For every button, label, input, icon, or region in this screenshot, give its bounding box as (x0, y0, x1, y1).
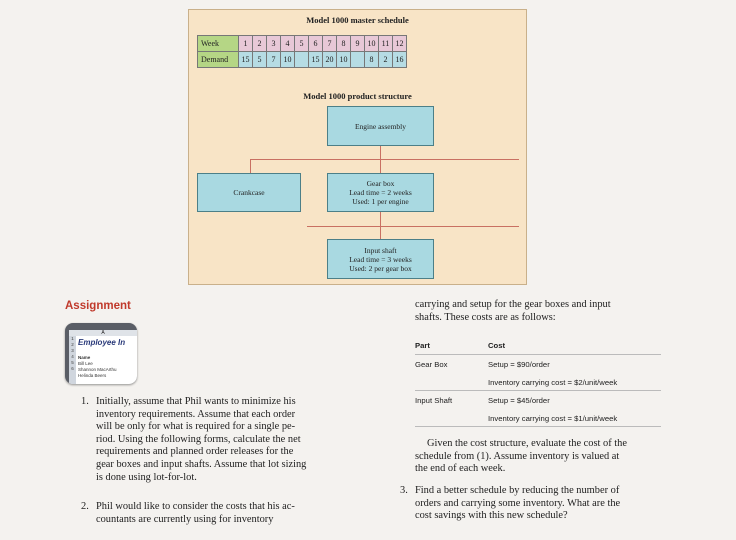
row-number: 3 (71, 348, 74, 353)
demand-label: Demand (198, 52, 239, 68)
gearbox-box (327, 173, 434, 212)
demand-cell (295, 52, 309, 68)
assignment-item-1 (81, 396, 353, 484)
demand-cell (351, 52, 365, 68)
connector-line (380, 146, 381, 159)
text-line: carrying and setup for the gear boxes and input (415, 299, 611, 310)
text-line: countants are currently using for inventory (96, 513, 274, 525)
week-cell: 2 (253, 36, 267, 52)
row-number: 4 (71, 354, 74, 359)
gearbox-carrying-cost: Inventory carrying cost = $2/unit/week (488, 378, 618, 387)
spreadsheet-row: Helinda Beers (78, 373, 107, 378)
engine-assembly-box (327, 106, 434, 146)
gearbox-name: Gear box (366, 179, 395, 188)
product-structure-title: Model 1000 product structure (303, 91, 412, 101)
input-shaft-carrying-cost: Inventory carrying cost = $1/unit/week (488, 414, 618, 423)
text-line: riod. Using the following forms, calculate the net (96, 433, 301, 445)
demand-cell: 8 (365, 52, 379, 68)
header-rule (415, 354, 661, 355)
demand-cell: 2 (379, 52, 393, 68)
text-line: inventory requirements. Assume that each order (96, 408, 296, 420)
column-header-part: Part (415, 341, 430, 350)
week-row (198, 36, 407, 52)
row-number: 6 (71, 366, 74, 371)
spreadsheet-icon (65, 323, 137, 384)
given-paragraph (415, 438, 672, 476)
connector-line (250, 159, 519, 160)
week-cell: 5 (295, 36, 309, 52)
crankcase-box (197, 173, 301, 212)
spreadsheet-row: Name (78, 355, 91, 360)
week-cell: 6 (309, 36, 323, 52)
demand-cell: 15 (309, 52, 323, 68)
item-number: 1. (81, 396, 89, 407)
demand-cell: 15 (239, 52, 253, 68)
week-cell: 3 (267, 36, 281, 52)
spreadsheet-title: Employee In (78, 338, 126, 347)
master-schedule-table (197, 35, 407, 68)
demand-cell: 10 (281, 52, 295, 68)
spreadsheet-row-numbers (69, 336, 76, 384)
demand-cell: 10 (337, 52, 351, 68)
demand-cell: 5 (253, 52, 267, 68)
input-shaft-setup-cost: Setup = $45/order (488, 396, 550, 405)
text-line: Phil would like to consider the costs that his ac- (96, 501, 295, 512)
input-shaft-name: Input shaft (364, 245, 397, 255)
week-cell: 11 (379, 36, 393, 52)
demand-cell: 7 (267, 52, 281, 68)
connector-line (250, 159, 251, 173)
demand-cell: 20 (323, 52, 337, 68)
week-cell: 1 (239, 36, 253, 52)
text-line: orders and carrying some inventory. What are the (415, 497, 621, 509)
figure-panel (188, 9, 527, 285)
spreadsheet-row: Shannon MacArthu (78, 367, 117, 372)
row-number: 1 (71, 336, 74, 341)
engine-assembly-label: Engine assembly (354, 121, 407, 131)
assignment-heading: Assignment (65, 300, 131, 312)
assignment-item-2 (81, 501, 353, 526)
master-schedule-title: Model 1000 master schedule (306, 15, 409, 25)
text-line: Given the cost structure, evaluate the cost of the (427, 438, 627, 449)
demand-row (198, 52, 407, 68)
connector-line (307, 226, 519, 227)
gearbox-lead-time: Lead time = 2 weeks (349, 188, 412, 197)
spreadsheet-column-header: A (69, 330, 137, 336)
text-line: gear boxes and input shafts. Assume that lot sizing (96, 458, 307, 470)
text-line: Find a better schedule by reducing the number of (415, 485, 620, 496)
row-number: 2 (71, 342, 74, 347)
part-input-shaft: Input Shaft (415, 396, 453, 405)
week-cell: 7 (323, 36, 337, 52)
connector-line (380, 159, 381, 173)
week-label: Week (198, 36, 239, 52)
input-shaft-usage: Used: 2 per gear box (349, 263, 412, 273)
crankcase-label: Crankcase (233, 188, 265, 197)
text-line: is done using lot-for-lot. (96, 471, 197, 483)
text-line: Initially, assume that Phil wants to minimize his (96, 396, 296, 407)
text-line: cost savings with this new schedule? (415, 510, 568, 522)
week-cell: 8 (337, 36, 351, 52)
item-2-continuation (415, 299, 672, 324)
item-number: 2. (81, 501, 89, 512)
assignment-item-3 (400, 485, 672, 523)
item-number: 3. (400, 485, 408, 496)
text-line: will be only for what is required for a single pe- (96, 421, 296, 433)
text-line: schedule from (1). Assume inventory is valued at (415, 450, 620, 462)
row-number: 5 (71, 360, 74, 365)
text-line: requirements and planned order releases for the (96, 446, 294, 458)
week-cell: 10 (365, 36, 379, 52)
gearbox-usage: Used: 1 per engine (352, 197, 409, 206)
table-bottom-rule (415, 426, 661, 427)
week-cell: 12 (393, 36, 407, 52)
text-line: shafts. These costs are as follows: (415, 311, 556, 323)
spreadsheet-sheet (69, 330, 137, 384)
part-gearbox: Gear Box (415, 360, 448, 369)
column-header-cost: Cost (488, 341, 506, 350)
text-line: the end of each week. (415, 463, 506, 475)
input-shaft-box (327, 239, 434, 279)
spreadsheet-row: Bill Lee (78, 361, 93, 366)
demand-cell: 16 (393, 52, 407, 68)
week-cell: 4 (281, 36, 295, 52)
week-cell: 9 (351, 36, 365, 52)
row-rule (415, 390, 661, 391)
input-shaft-lead-time: Lead time = 3 weeks (349, 254, 412, 264)
gearbox-setup-cost: Setup = $90/order (488, 360, 550, 369)
